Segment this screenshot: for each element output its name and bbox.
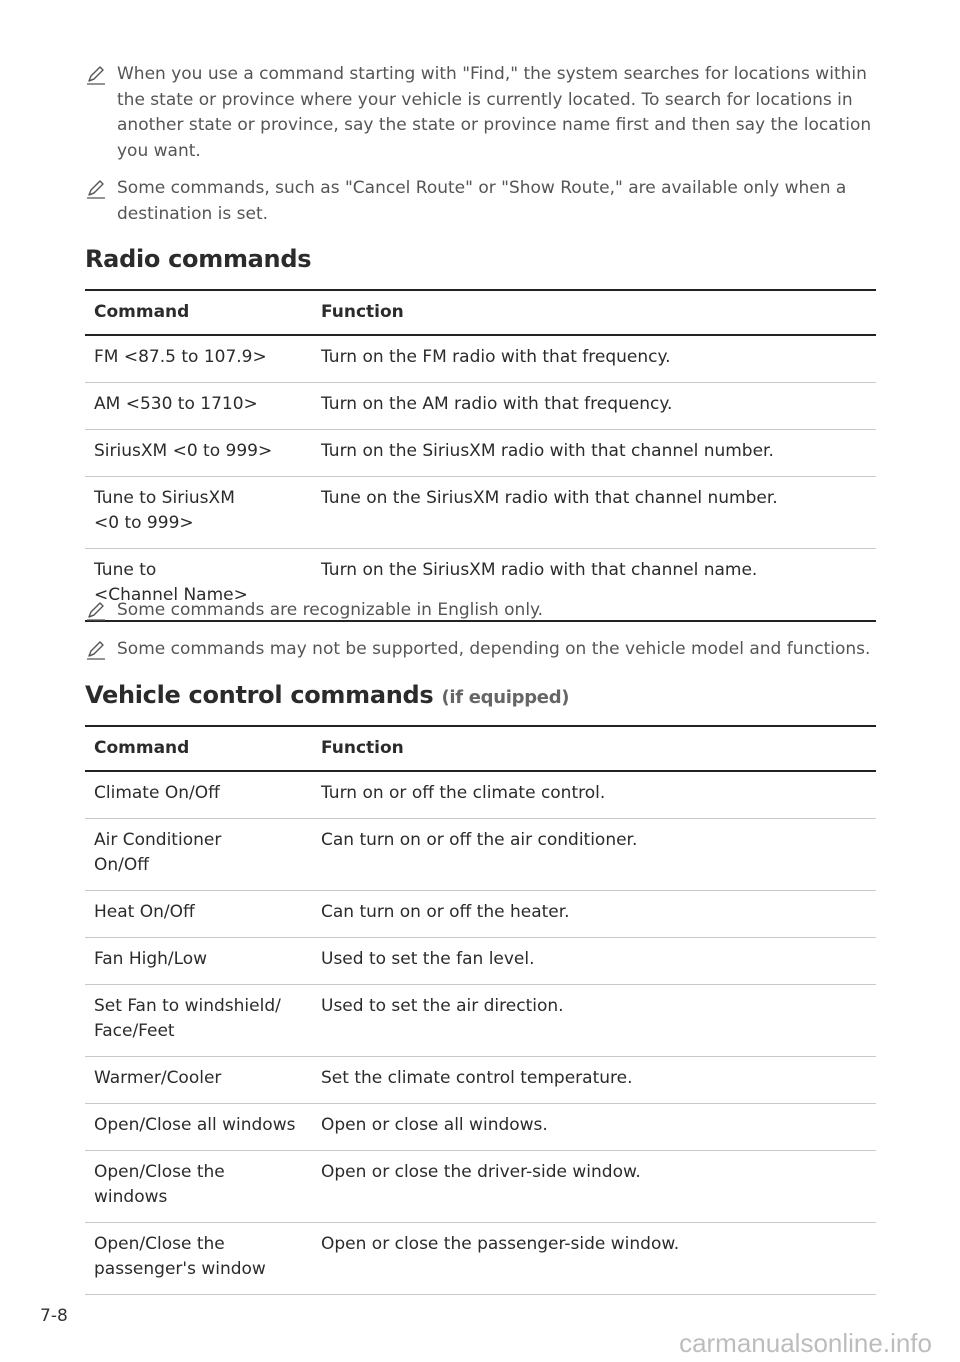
command-cell: Fan High/Low [85, 938, 312, 985]
vehicle-control-heading [85, 681, 569, 709]
command-cell: SiriusXM <0 to 999> [85, 430, 312, 477]
function-cell: Turn on or off the climate control. [312, 771, 876, 819]
command-cell: Open/Close the windows [85, 1151, 312, 1223]
note-not-supported [85, 637, 875, 663]
command-cell: Open/Close all windows [85, 1104, 312, 1151]
note-route-commands [85, 176, 875, 227]
radio-commands-heading [85, 245, 311, 273]
pencil-note-icon [85, 639, 107, 661]
command-cell: Warmer/Cooler [85, 1057, 312, 1104]
table-row [85, 771, 876, 819]
function-cell: Open or close the driver-side window. [312, 1151, 876, 1223]
table-row [85, 1151, 876, 1223]
table-row [85, 335, 876, 383]
function-cell: Turn on the AM radio with that frequency. [312, 383, 876, 430]
table-row [85, 985, 876, 1057]
section-title: Vehicle control commands [85, 681, 434, 709]
table-row [85, 383, 876, 430]
function-cell: Open or close all windows. [312, 1104, 876, 1151]
note-english-only [85, 598, 875, 624]
function-cell: Turn on the SiriusXM radio with that channel name. [312, 549, 876, 622]
function-cell: Can turn on or off the air conditioner. [312, 819, 876, 891]
table-row [85, 477, 876, 549]
vehicle-table-body [85, 771, 876, 1295]
function-cell: Can turn on or off the heater. [312, 891, 876, 938]
note-text: Some commands, such as "Cancel Route" or "Show Route," are available only when a destination is set. [117, 178, 847, 224]
table-row [85, 819, 876, 891]
table-row [85, 938, 876, 985]
table-row [85, 1057, 876, 1104]
command-cell: Heat On/Off [85, 891, 312, 938]
command-cell: Tune to <Channel Name> [85, 549, 312, 622]
watermark: carmanualsonline.info [679, 1328, 932, 1358]
function-cell: Used to set the fan level. [312, 938, 876, 985]
note-text: Some commands may not be supported, depending on the vehicle model and functions. [117, 639, 871, 659]
note-text: When you use a command starting with "Find," the system searches for locations within the state or province where your vehicle is currently located. To search for locations in another state or province, say the state or province name first and then say the location you want. [117, 64, 872, 161]
command-cell: AM <530 to 1710> [85, 383, 312, 430]
table-row [85, 1223, 876, 1295]
function-cell: Open or close the passenger-side window. [312, 1223, 876, 1295]
vehicle-commands-table [85, 725, 876, 1295]
pencil-note-icon [85, 178, 107, 200]
table-header-row [85, 726, 876, 771]
function-cell: Used to set the air direction. [312, 985, 876, 1057]
note-find-command [85, 62, 875, 164]
command-cell: Climate On/Off [85, 771, 312, 819]
section-title: Radio commands [85, 245, 312, 273]
command-cell: Set Fan to windshield/ Face/Feet [85, 985, 312, 1057]
function-cell: Turn on the FM radio with that frequency. [312, 335, 876, 383]
column-header-function: Function [312, 726, 876, 771]
command-cell: Open/Close the passenger's window [85, 1223, 312, 1295]
command-cell: Tune to SiriusXM <0 to 999> [85, 477, 312, 549]
function-cell: Turn on the SiriusXM radio with that channel number. [312, 430, 876, 477]
table-row [85, 430, 876, 477]
radio-table-body [85, 335, 876, 621]
page-number: 7-8 [40, 1306, 68, 1326]
column-header-command: Command [85, 290, 312, 335]
radio-commands-table [85, 289, 876, 622]
pencil-note-icon [85, 600, 107, 622]
function-cell: Set the climate control temperature. [312, 1057, 876, 1104]
table-row [85, 891, 876, 938]
table-row [85, 1104, 876, 1151]
column-header-function: Function [312, 290, 876, 335]
function-cell: Tune on the SiriusXM radio with that channel number. [312, 477, 876, 549]
column-header-command: Command [85, 726, 312, 771]
command-cell: FM <87.5 to 107.9> [85, 335, 312, 383]
command-cell: Air Conditioner On/Off [85, 819, 312, 891]
pencil-note-icon [85, 64, 107, 86]
note-text: Some commands are recognizable in English only. [117, 600, 544, 620]
table-header-row [85, 290, 876, 335]
if-equipped-label: (if equipped) [441, 687, 570, 708]
